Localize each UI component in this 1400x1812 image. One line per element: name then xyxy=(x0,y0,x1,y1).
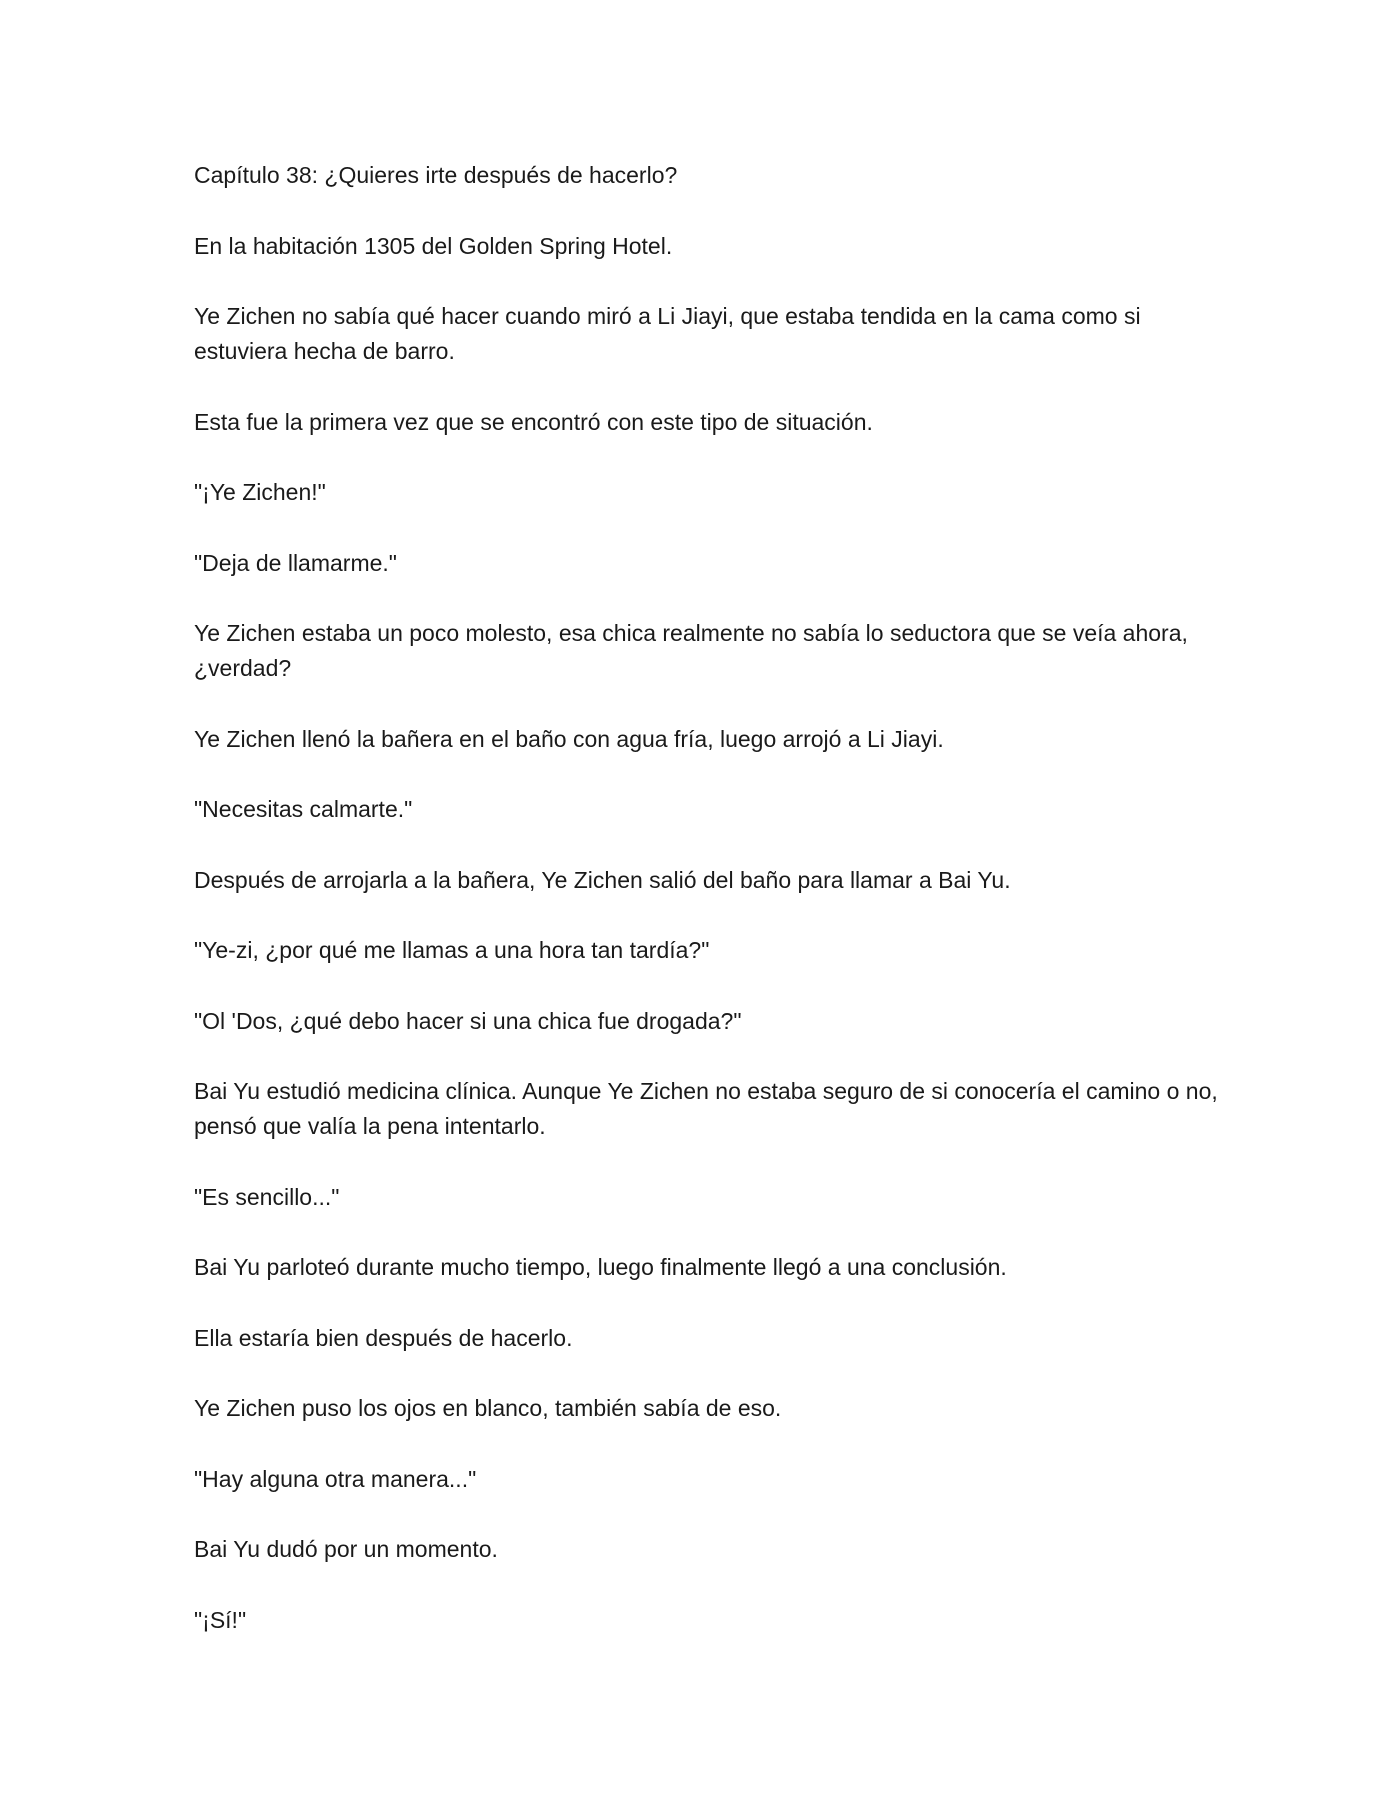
paragraph: Después de arrojarla a la bañera, Ye Zichen salió del baño para llamar a Bai Yu. xyxy=(194,866,1011,893)
paragraph: Bai Yu estudió medicina clínica. Aunque Ye Zichen no estaba seguro de si conocería el camino o no, pensó que valía la pena intentarlo. xyxy=(194,1078,1218,1139)
paragraph: En la habitación 1305 del Golden Spring Hotel. xyxy=(194,232,673,259)
dialogue-line: "Es sencillo..." xyxy=(194,1183,340,1210)
paragraph: Esta fue la primera vez que se encontró con este tipo de situación. xyxy=(194,408,873,435)
paragraph: Ye Zichen no sabía qué hacer cuando miró a Li Jiayi, que estaba tendida en la cama como si estuviera hecha de barro. xyxy=(194,303,1141,364)
dialogue-line: "Hay alguna otra manera..." xyxy=(194,1465,477,1492)
paragraph: Ye Zichen puso los ojos en blanco, también sabía de eso. xyxy=(194,1395,782,1421)
dialogue-line: "¡Sí!" xyxy=(194,1606,247,1633)
paragraph: Bai Yu parloteó durante mucho tiempo, luego finalmente llegó a una conclusión. xyxy=(194,1254,1007,1280)
paragraph: Ella estaría bien después de hacerlo. xyxy=(194,1324,573,1351)
paragraph: Ye Zichen estaba un poco molesto, esa chica realmente no sabía lo seductora que se veía ahora, ¿verdad? xyxy=(194,620,1188,681)
paragraph: Bai Yu dudó por un momento. xyxy=(194,1536,498,1562)
dialogue-line: "Ol 'Dos, ¿qué debo hacer si una chica fue drogada?" xyxy=(194,1007,742,1034)
dialogue-line: "Ye-zi, ¿por qué me llamas a una hora tan tardía?" xyxy=(194,937,710,963)
dialogue-line: "¡Ye Zichen!" xyxy=(194,479,326,505)
paragraph: Ye Zichen llenó la bañera en el baño con agua fría, luego arrojó a Li Jiayi. xyxy=(194,725,944,752)
dialogue-line: "Necesitas calmarte." xyxy=(194,796,413,822)
chapter-title: Capítulo 38: ¿Quieres irte después de hacerlo? xyxy=(194,162,678,188)
dialogue-line: "Deja de llamarme." xyxy=(194,549,397,576)
document-body xyxy=(194,158,1224,1673)
